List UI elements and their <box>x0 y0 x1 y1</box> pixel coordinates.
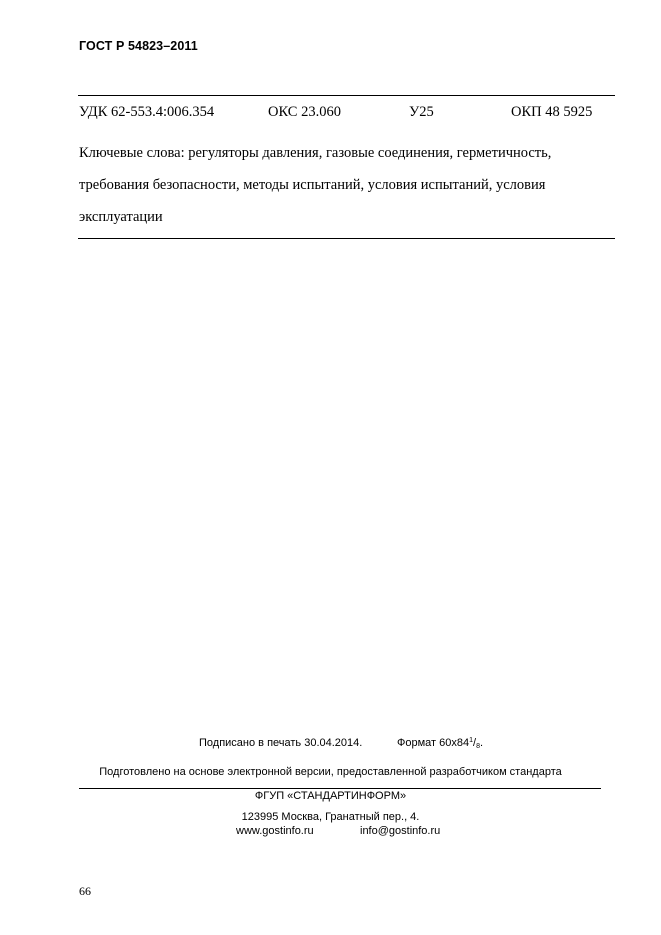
format-numerator: 1 <box>469 737 474 744</box>
imprint-rule <box>79 788 601 789</box>
top-rule <box>78 95 615 96</box>
format-prefix: Формат 60x84 <box>397 737 470 749</box>
standard-id: ГОСТ Р 54823–2011 <box>79 39 198 53</box>
page-number: 66 <box>79 884 91 898</box>
publisher-name: ФГУП «СТАНДАРТИНФОРМ» <box>254 790 407 802</box>
paper-format <box>397 737 483 750</box>
keywords-text: Ключевые слова: регуляторы давления, газовые соединения, герметичность, требования безопасности, методы испытаний, условия испытаний, условия эксплуатации <box>79 145 552 225</box>
okp-code: ОКП 48 5925 <box>511 104 593 120</box>
bottom-rule <box>78 238 615 239</box>
format-denominator: 8 <box>476 743 480 750</box>
oks-code: ОКС 23.060 <box>268 104 341 120</box>
format-slash: / <box>473 737 477 749</box>
format-suffix: . <box>479 737 484 749</box>
udk-code: УДК 62-553.4:006.354 <box>79 104 215 120</box>
publisher-email: info@gostinfo.ru <box>360 825 441 837</box>
signed-date: Подписано в печать 30.04.2014. <box>199 737 363 749</box>
publisher-address: 123995 Москва, Гранатный пер., 4. <box>241 811 420 823</box>
prepared-note: Подготовлено на основе электронной версии, предоставленной разработчиком стандарта <box>99 766 562 778</box>
group-code: У25 <box>409 104 434 120</box>
publisher-website: www.gostinfo.ru <box>236 825 314 837</box>
